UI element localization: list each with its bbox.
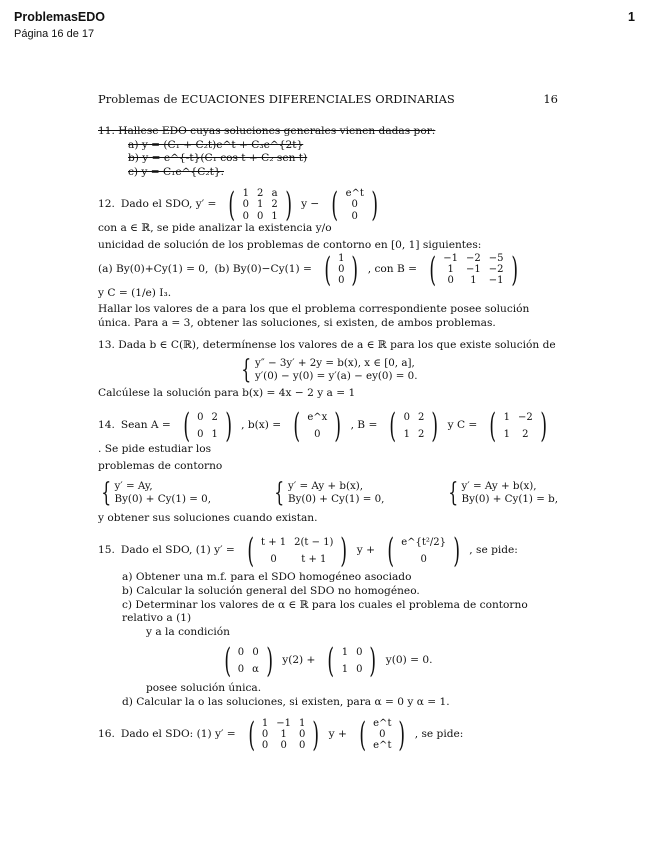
matrix-cell: 1 [242,188,250,200]
system-2-eq2: By(0) + Cy(1) = 0, [288,493,385,506]
matrix-cell: e^t [373,740,392,752]
system-2: { y′ = Ay + b(x), By(0) + Cy(1) = 0, [274,478,385,509]
matrix-cell: 0 [299,740,306,752]
matrix-cell: 2 [522,429,529,441]
problem-15-a: a) Obtener una m.f. para el SDO homogéneo asociado [122,571,412,584]
problem-12-case-a: (a) By(0)+Cy(1) = 0, [98,262,209,275]
problem-11-intro: 11. Hallese EDO cuyas soluciones generales vienen dadas por: [98,124,436,137]
system-3-eq1: y′ = Ay + b(x), [461,479,537,492]
problem-12 [98,185,558,331]
problem-15-mid: y + [356,544,375,557]
page-content [98,92,558,760]
matrix-cell: 1 [261,717,269,729]
matrix-cell: a [271,188,278,200]
matrix-cell: 2(t − 1) [294,537,334,549]
problem-14 [98,406,558,526]
matrix-cell: 0 [356,663,363,675]
matrix-cell: e^t [373,717,392,729]
problem-14-b-label: , b(x) = [241,419,282,432]
matrix-cell: −1 [488,275,504,287]
matrix-cell: 0 [338,264,345,276]
problem-15 [98,531,558,709]
matrix-cell: 0 [257,210,264,222]
vector-v: ( 1 0 0 ) [324,249,359,290]
vector-f: ( e^{t²/2} 0 ) [387,531,460,572]
matrix-cell: 0 [403,412,410,424]
problem-15-cmid: y(2) + [282,654,316,667]
problem-13 [98,339,558,401]
matrix-cell: 2 [271,199,278,211]
matrix-a: ( 1 −1 1 0 1 0 0 0 0 ) [247,714,320,755]
problem-13-intro: 13. Dada b ∈ C(ℝ), determínense los valores de a ∈ ℝ para los que existe solución de [98,338,556,351]
problem-16-mid: y + [328,727,347,740]
matrix-cell: α [252,663,259,675]
problem-15-b: b) Calcular la solución general del SDO no homogéneo. [122,584,420,597]
matrix-a: ( 0 2 0 1 ) [183,406,232,447]
vector-f: ( e^t 0 0 ) [331,185,378,225]
matrix-cell: 0 [299,729,306,740]
matrix-m2: ( 1 0 1 0 ) [327,640,377,681]
problem-13-eq2: y′(0) − y(0) = y′(a) − ey(0) = 0. [255,369,418,382]
matrix-cell: 0 [242,199,250,211]
problem-11-a: a) y = (C₁ + C₂t)e^t + C₃e^{2t} [128,138,304,151]
matrix-cell: 0 [261,729,269,740]
problem-15-cend: y(0) = 0. [385,654,433,667]
matrix-m1: ( 0 0 0 α ) [223,640,273,681]
matrix-cell: −5 [488,252,504,264]
matrix-cell: 0 [420,554,427,566]
matrix-cell: −1 [443,252,459,264]
matrix-cell: 2 [417,412,425,424]
problem-14-pre: Sean A = [120,419,171,432]
matrix-cell: 1 [338,252,345,264]
running-header [98,92,558,107]
problem-14-number: 14. [98,419,115,432]
problem-15-c3: posee solución única. [146,681,262,694]
problem-13-system: { y″ − 3y′ + 2y = b(x), x ∈ [0, a], y′(0) − y(0) = y′(a) − ey(0) = 0. [241,354,418,385]
running-title: Problemas de ECUACIONES DIFERENCIALES ORDINARIAS [98,92,455,106]
matrix-cell: 0 [237,663,245,675]
matrix-cell: 0 [379,729,386,740]
matrix-cell: −1 [466,264,481,276]
matrix-cell: t + 1 [261,537,287,549]
matrix-cell: 1 [470,275,477,287]
matrix-cell: 0 [252,646,259,658]
problem-12-line2: unicidad de solución de los problemas de contorno en [0, 1] siguientes: [98,238,482,251]
matrix-cell: 1 [280,729,287,740]
problem-16 [98,714,558,755]
matrix-cell: −2 [488,264,504,276]
matrix-cell: −2 [466,252,481,264]
matrix-b: ( 0 2 1 2 ) [389,406,439,447]
matrix-cell: 2 [257,188,264,200]
matrix-cell: 1 [257,199,264,211]
matrix-c: ( 1 −2 1 2 ) [489,406,547,447]
page-indicator: Página 16 de 17 [14,28,95,40]
problem-15-number: 15. [98,544,115,557]
matrix-a: ( t + 1 2(t − 1) 0 t + 1 ) [247,531,348,572]
matrix-cell: 1 [503,412,510,424]
matrix-b: ( −1 −2 −5 1 −1 −2 0 1 −1 ) [429,249,518,290]
running-page-number: 16 [543,92,558,106]
problem-16-post: , se pide: [414,727,464,740]
system-1: { y′ = Ay, By(0) + Cy(1) = 0, [101,478,211,509]
matrix-cell: 0 [237,646,245,658]
matrix-cell: 1 [403,429,410,441]
matrix-cell: 0 [197,429,204,441]
matrix-cell: e^x [307,412,328,424]
vector-b: ( e^x 0 ) [293,406,342,447]
problem-12-with: , con B = [367,262,418,275]
problem-12-case-b: (b) By(0)−Cy(1) = [214,262,312,275]
problem-16-pre: Dado el SDO: (1) y′ = [120,727,236,740]
problem-14-B-label: , B = [350,419,378,432]
matrix-cell: 1 [271,210,278,222]
problem-11-c: c) y = C₁e^{C₂t}. [128,166,224,179]
problem-12-post: con a ∈ ℝ, se pide analizar la existencia y/o [98,222,332,234]
problem-12-pre: Dado el SDO, y′ = [120,198,217,211]
matrix-cell: t + 1 [301,554,327,566]
problem-15-c1: c) Determinar los valores de α ∈ ℝ para los cuales el problema de contorno relativo a (1) [122,598,528,625]
matrix-cell: 1 [447,264,454,276]
matrix-cell: 0 [338,275,345,287]
matrix-cell: 0 [280,740,287,752]
problem-14-end: y obtener sus soluciones cuando existan. [98,512,318,525]
matrix-cell: 2 [211,412,218,424]
problem-14-post: . Se pide estudiar los [98,443,212,456]
matrix-cell: 0 [351,199,358,211]
matrix-cell: −2 [517,412,533,424]
vector-f: ( e^t 0 e^t ) [359,714,406,755]
problem-16-number: 16. [98,727,115,740]
problem-15-c2: y a la condición [146,626,230,639]
problem-13-eq1: y″ − 3y′ + 2y = b(x), x ∈ [0, a], [255,356,415,369]
problem-12-mid: y − [301,198,320,211]
problem-14-line2: problemas de contorno [98,459,223,472]
system-1-eq2: By(0) + Cy(1) = 0, [114,493,211,506]
matrix-cell: e^{t²/2} [401,537,447,549]
system-1-eq1: y′ = Ay, [114,479,153,492]
matrix-cell: −1 [276,717,291,729]
matrix-cell: 1 [211,429,218,441]
problem-15-d: d) Calcular la o las soluciones, si existen, para α = 0 y α = 1. [122,695,450,708]
problem-13-calc: Calcúlese la solución para b(x) = 4x − 2 y a = 1 [98,387,356,400]
matrix-cell: 1 [503,429,510,441]
matrix-cell: 0 [314,429,321,441]
sheet-number: 1 [628,10,635,24]
document-title: ProblemasEDO [14,10,106,24]
matrix-cell: 2 [417,429,425,441]
problem-12-c: y C = (1/e) I₃. [98,286,172,299]
system-3: { y′ = Ay + b(x), By(0) + Cy(1) = b, [448,478,558,509]
problem-12-text: Hallar los valores de a para los que el problema correspondiente posee solución única. Para a = 3, obtener las soluciones, si existen, de ambos problemas. [98,303,530,330]
matrix-cell: 0 [242,210,250,222]
matrix-cell: 0 [261,740,269,752]
problem-11-b: b) y = e^{-t}(C₁ cos t + C₂ sen t) [128,152,308,165]
problem-15-pre: Dado el SDO, (1) y′ = [120,544,235,557]
problem-15-post: , se pide: [469,544,518,557]
problem-12-number: 12. [98,198,115,211]
problem-14-C-label: y C = [447,419,478,432]
matrix-cell: 1 [341,646,349,658]
matrix-cell: 1 [299,717,306,729]
problem-11 [98,125,558,180]
matrix-cell: 1 [341,663,349,675]
matrix-a: ( 1 2 a 0 1 2 0 0 1 ) [228,185,292,225]
system-3-eq2: By(0) + Cy(1) = b, [461,493,558,506]
matrix-cell: 0 [356,646,363,658]
system-2-eq1: y′ = Ay + b(x), [288,479,364,492]
matrix-cell: 0 [270,554,277,566]
matrix-cell: 0 [447,275,454,287]
matrix-cell: 0 [351,210,358,222]
matrix-cell: e^t [345,188,364,200]
matrix-cell: 0 [197,412,204,424]
